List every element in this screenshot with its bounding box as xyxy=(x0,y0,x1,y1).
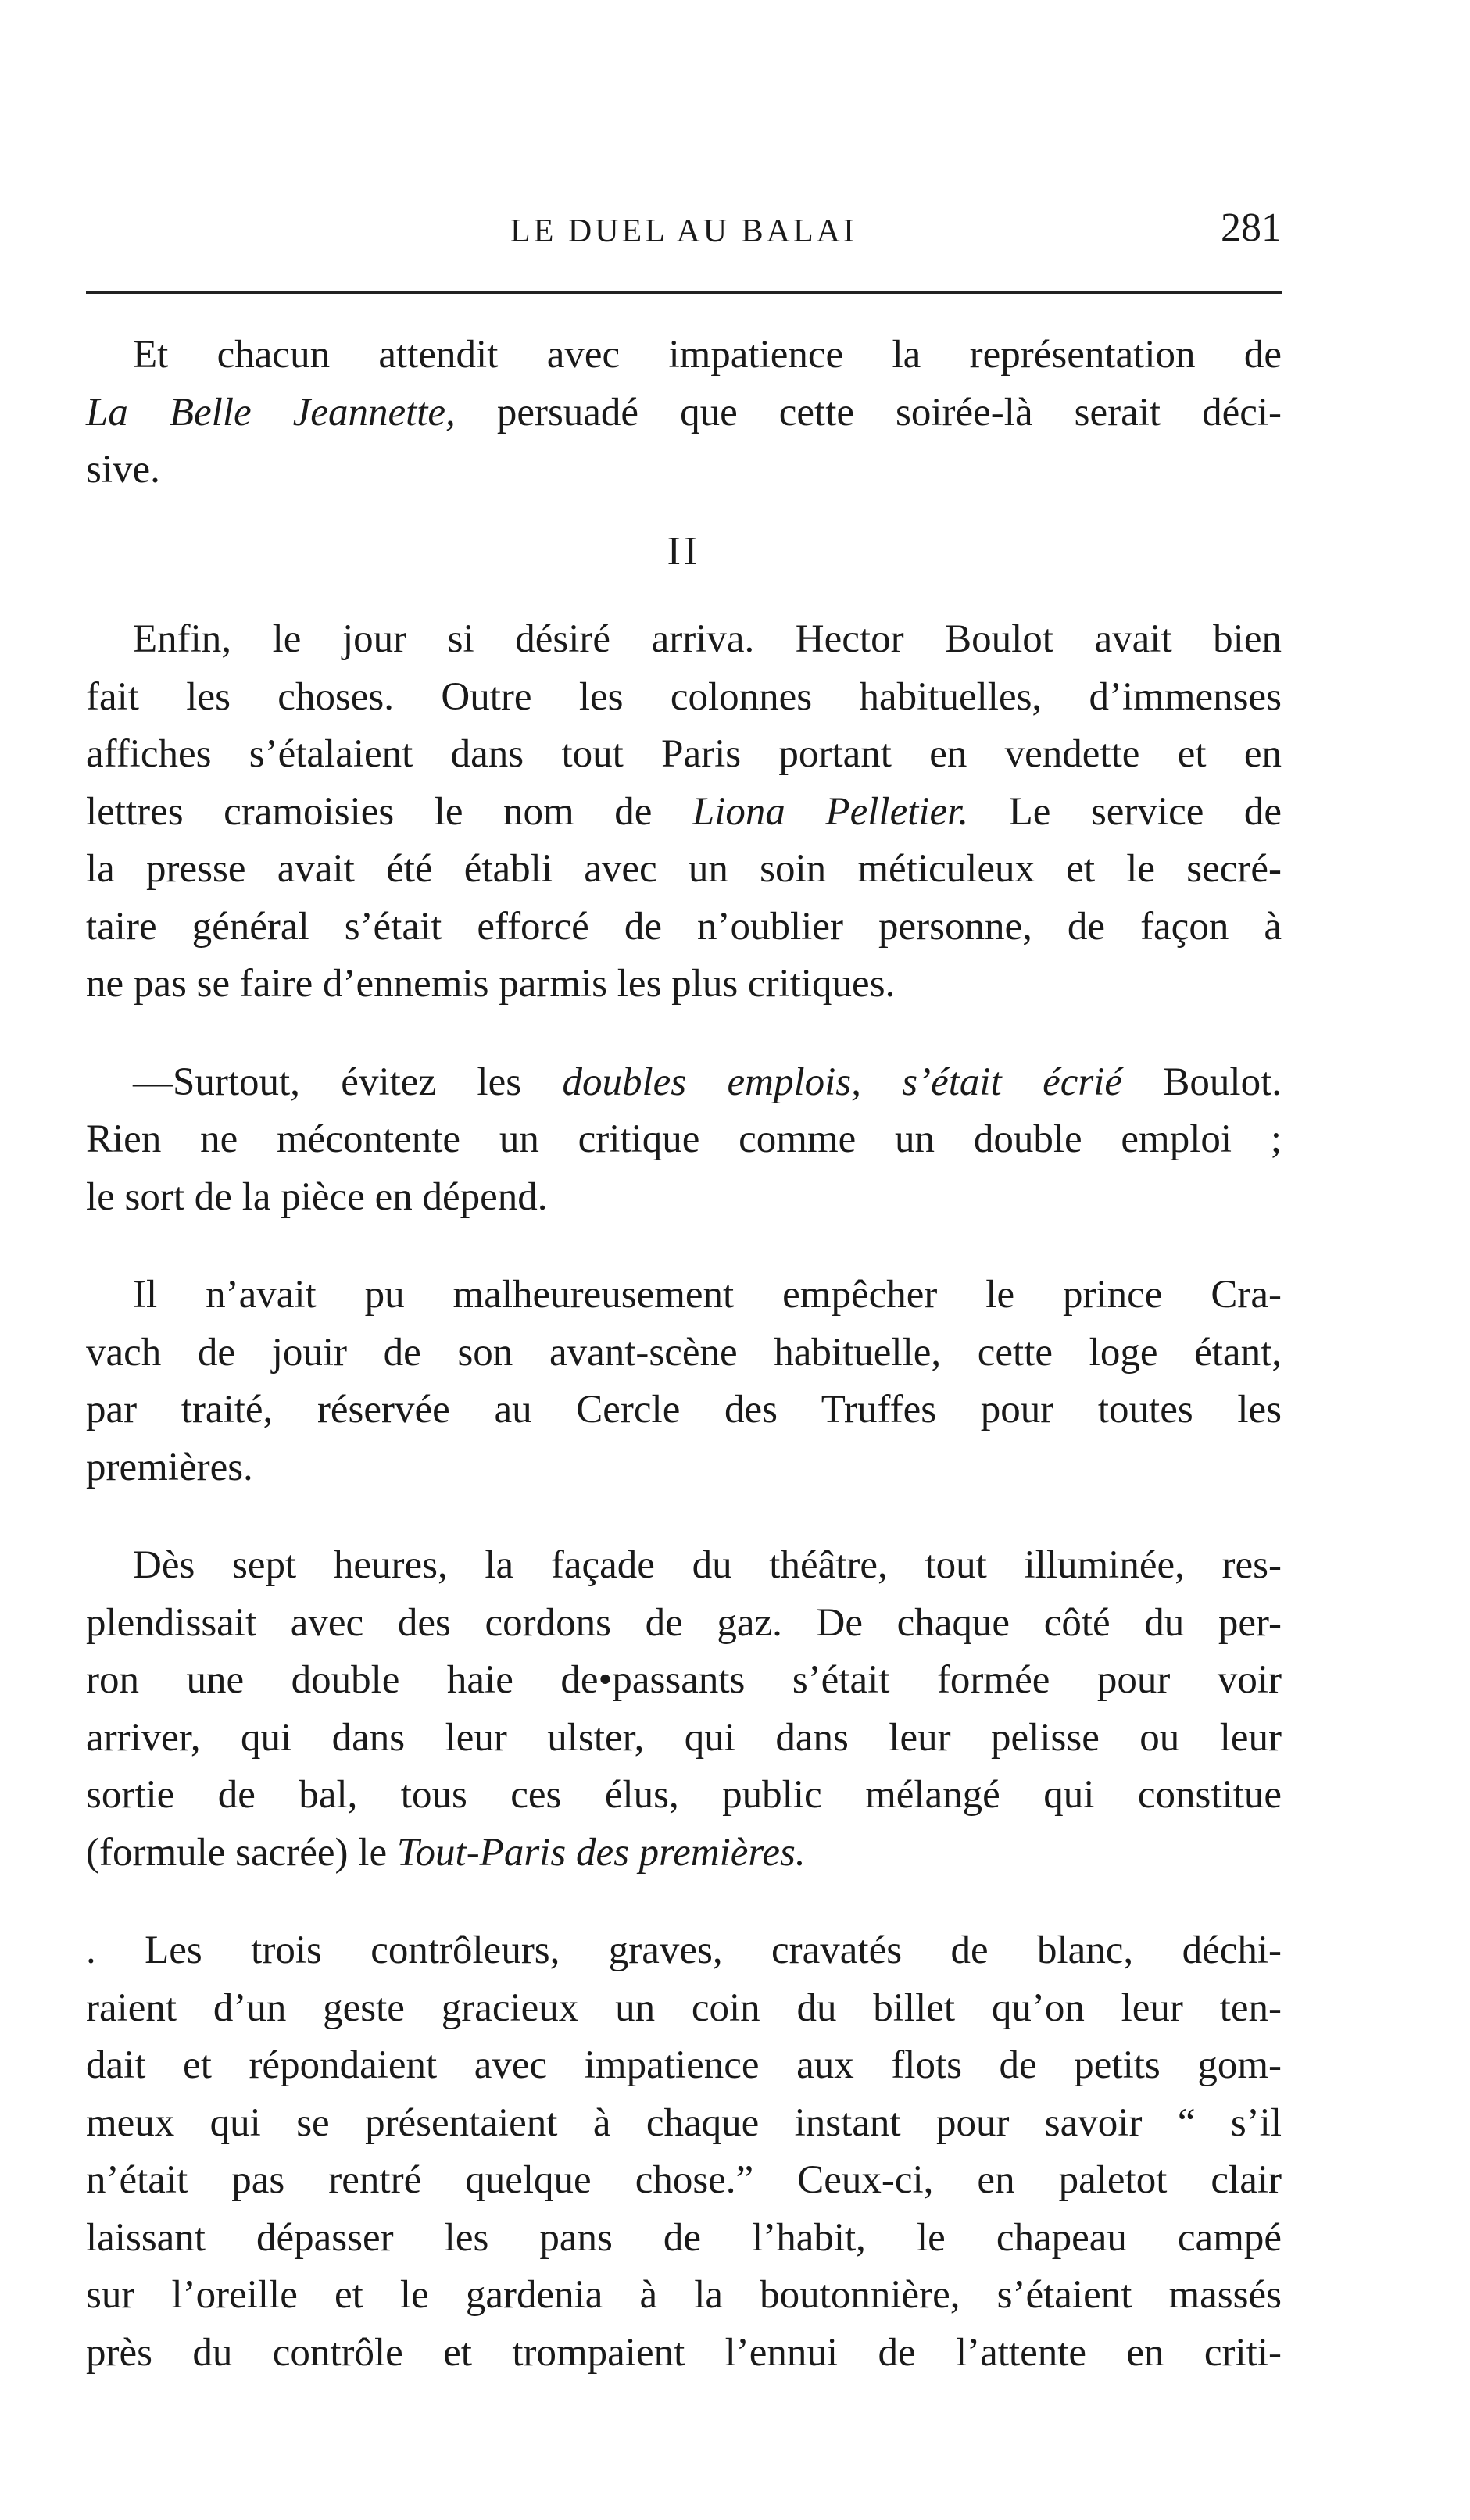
text-line: sur l’oreille et le gardenia à la boutonnière, s’étaient massés xyxy=(86,2273,1282,2317)
paragraph xyxy=(86,1537,1282,1882)
text-line: arriver, qui dans leur ulster, qui dans leur pelisse ou leur xyxy=(86,1715,1282,1760)
text-line: taire général s’était efforcé de n’oublier personne, de façon à xyxy=(86,904,1282,949)
text-line: Il n’avait pu malheureusement empêcher le prince Cra- xyxy=(133,1273,1282,1317)
body-text xyxy=(86,327,1282,2382)
text-line xyxy=(86,1825,1282,1882)
text-line: raient d’un geste gracieux un coin du billet qu’on leur ten- xyxy=(86,1986,1282,2030)
text-line: fait les choses. Outre les colonnes habituelles, d’immenses xyxy=(86,674,1282,719)
text-run: Le service de xyxy=(968,789,1282,834)
text-line: premières. xyxy=(86,1445,253,1489)
text-line: le sort de la pièce en dépend. xyxy=(86,1174,548,1219)
paragraph-gap xyxy=(86,1226,1282,1267)
text-line: meux qui se présentaient à chaque instant pour savoir “ s’il xyxy=(86,2100,1282,2145)
text-run: lettres cramoisies le nom de xyxy=(86,789,692,834)
running-head xyxy=(86,205,1282,267)
text-line: affiches s’étalaient dans tout Paris portant en vendette et en xyxy=(86,732,1282,776)
text-line: Enfin, le jour si désiré arriva. Hector Boulot avait bien xyxy=(133,617,1282,661)
text-line: sortie de bal, tous ces élus, public mélangé qui constitue xyxy=(86,1773,1282,1817)
paragraph xyxy=(86,1267,1282,1496)
text-line xyxy=(86,384,1282,442)
text-line: ne pas se faire d’ennemis parmis les plus critiques. xyxy=(86,962,896,1006)
page-number: 281 xyxy=(1221,206,1282,250)
header-rule xyxy=(86,291,1282,294)
text-line: dait et répondaient avec impatience aux flots de petits gom- xyxy=(86,2043,1282,2087)
text-run: Boulot. xyxy=(1122,1060,1282,1104)
text-line: Dès sept heures, la façade du théâtre, tout illuminée, res- xyxy=(133,1543,1282,1587)
text-line xyxy=(86,1054,1282,1112)
text-line: par traité, réservée au Cercle des Truffes pour toutes les xyxy=(86,1388,1282,1432)
paragraph-gap xyxy=(86,1496,1282,1537)
text-run: persuadé que cette soirée-là serait déci- xyxy=(455,390,1282,434)
text-line: Et chacun attendit avec impatience la représentation de xyxy=(133,333,1282,377)
italic-title: La Belle Jeannette, xyxy=(86,390,456,434)
italic-phrase: doubles emplois, s’était écrié xyxy=(562,1060,1123,1104)
italic-name: Liona Pelletier. xyxy=(692,789,969,834)
paragraph-gap xyxy=(86,1882,1282,1922)
section-heading: II xyxy=(667,528,701,574)
paragraph xyxy=(86,1054,1282,1227)
text-line: vach de jouir de son avant-scène habituelle, cette loge étant, xyxy=(86,1330,1282,1374)
text-line xyxy=(86,784,1282,842)
text-line: Rien ne mécontente un critique comme un double emploi ; xyxy=(86,1117,1282,1161)
text-line: plendissait avec des cordons de gaz. De chaque côté du per- xyxy=(86,1600,1282,1645)
text-line: ron une double haie de•passants s’était formée pour voir xyxy=(86,1658,1282,1702)
paragraph xyxy=(86,327,1282,499)
paragraph xyxy=(86,611,1282,1013)
paragraph xyxy=(86,1922,1282,2382)
paragraph-gap xyxy=(86,1013,1282,1054)
text-line: . Les trois contrôleurs, graves, cravatés de blanc, déchi- xyxy=(86,1928,1282,1972)
text-line: n’était pas rentré quelque chose.” Ceux-ci, en paletot clair xyxy=(86,2158,1282,2202)
italic-phrase: Tout-Paris des premières. xyxy=(396,1830,806,1875)
text-line: sive. xyxy=(86,448,160,491)
text-line: laissant dépasser les pans de l’habit, le chapeau campé xyxy=(86,2215,1282,2260)
text-run: —Surtout, évitez les xyxy=(133,1060,563,1104)
text-line: la presse avait été établi avec un soin méticuleux et le secré- xyxy=(86,847,1282,891)
running-title: LE DUEL AU BALAI xyxy=(510,213,857,249)
text-line: près du contrôle et trompaient l’ennui de l’attente en criti- xyxy=(86,2330,1282,2375)
text-run: (formule sacrée) le xyxy=(86,1830,397,1875)
